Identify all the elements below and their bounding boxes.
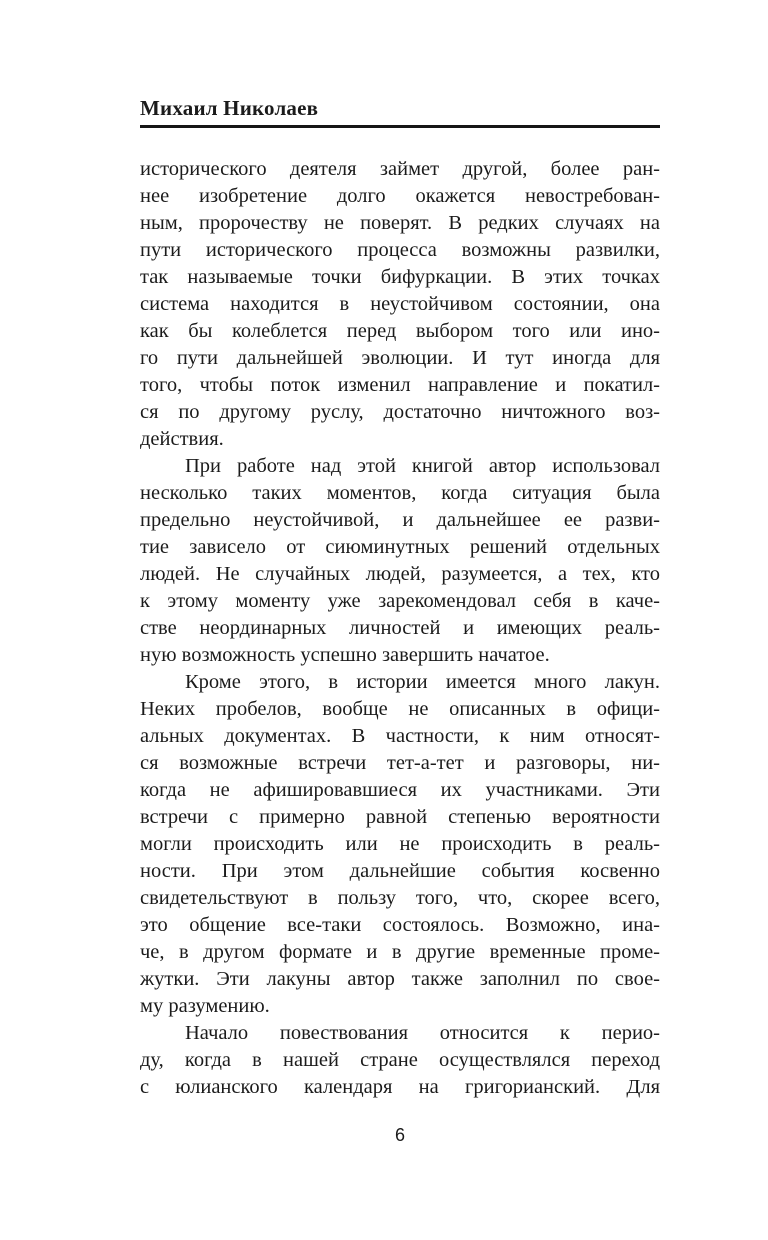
text-line: с юлианского календаря на григорианский. Для (140, 1076, 660, 1098)
text-line: Начало повествования относится к перио- (185, 1022, 660, 1044)
text-line: система находится в неустойчивом состоянии, она (140, 293, 660, 315)
text-line: При работе над этой книгой автор использовал (185, 455, 660, 477)
text-line: несколько таких моментов, когда ситуация была (140, 482, 660, 504)
text-line: пути исторического процесса возможны развилки, (140, 239, 660, 261)
text-line: встречи с примерно равной степенью вероятности (140, 806, 660, 828)
text-line: Неких пробелов, вообще не описанных в офици- (140, 698, 660, 720)
paragraph (140, 669, 660, 1020)
text-line: так называемые точки бифуркации. В этих точках (140, 266, 660, 288)
text-line: когда не афишировавшиеся их участниками. Эти (140, 779, 660, 801)
text-line: того, чтобы поток изменил направление и покатил- (140, 374, 660, 396)
text-line: действия. (140, 428, 224, 450)
text-line: му разумению. (140, 995, 270, 1017)
text-line: стве неординарных личностей и имеющих реаль- (140, 617, 660, 639)
text-line: исторического деятеля займет другой, более ран- (140, 158, 660, 180)
text-line: ным, пророчеству не поверят. В редких случаях на (140, 212, 660, 234)
text-line: к этому моменту уже зарекомендовал себя в каче- (140, 590, 660, 612)
text-line: свидетельствуют в пользу того, что, скорее всего, (140, 887, 660, 909)
text-line: тие зависело от сиюминутных решений отдельных (140, 536, 660, 558)
body-text (140, 156, 660, 1101)
text-line: ности. При этом дальнейшие события косвенно (140, 860, 660, 882)
text-line: че, в другом формате и в другие временные проме- (140, 941, 660, 963)
text-line: людей. Не случайных людей, разумеется, а тех, кто (140, 563, 660, 585)
text-line: ную возможность успешно завершить начатое. (140, 644, 550, 666)
text-line: ду, когда в нашей стране осуществлялся переход (140, 1049, 660, 1071)
paragraph (140, 156, 660, 453)
text-line: нее изобретение долго окажется невостребован- (140, 185, 660, 207)
text-line: это общение все-таки состоялось. Возможно, ина- (140, 914, 660, 936)
text-line: Кроме этого, в истории имеется много лакун. (185, 671, 660, 693)
text-line: ся возможные встречи тет-а-тет и разговоры, ни- (140, 752, 660, 774)
paragraph (140, 453, 660, 669)
running-head-author: Михаил Николаев (140, 97, 660, 128)
text-line: могли происходить или не происходить в реаль- (140, 833, 660, 855)
text-line: альных документах. В частности, к ним относят- (140, 725, 660, 747)
page-number: 6 (394, 1125, 405, 1145)
paragraph (140, 1020, 660, 1101)
text-line: жутки. Эти лакуны автор также заполнил по свое- (140, 968, 660, 990)
text-line: предельно неустойчивой, и дальнейшее ее разви- (140, 509, 660, 531)
text-line: го пути дальнейшей эволюции. И тут иногда для (140, 347, 660, 369)
text-line: ся по другому руслу, достаточно ничтожного воз- (140, 401, 660, 423)
text-line: как бы колеблется перед выбором того или ино- (140, 320, 660, 342)
